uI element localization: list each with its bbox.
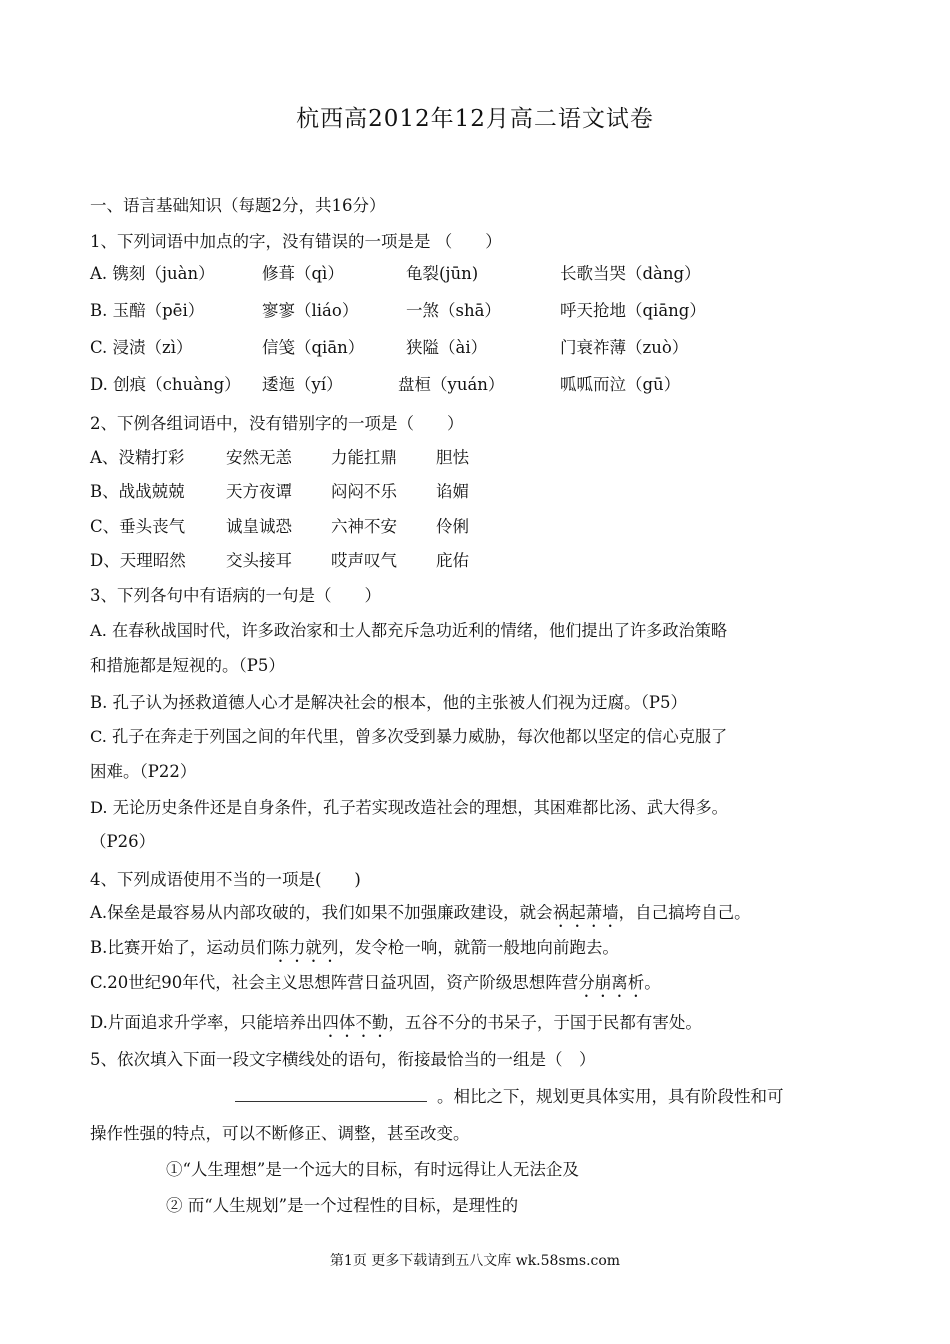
q5-passage-line2: 操作性强的特点，可以不断修正、调整，甚至改变。	[90, 1124, 470, 1143]
q1-c-2: 信笺（qiān）	[262, 338, 365, 357]
q4-d-idiom: 四体不勤	[322, 1013, 389, 1032]
q1-stem: 1、下列词语中加点的字，没有错误的一项是是 （ ）	[90, 232, 502, 251]
q4-c-pre: C.20世纪90年代，社会主义思想阵营日益巩固，资产阶级思想阵营	[90, 973, 579, 992]
q1-a-2: 修葺（qì）	[262, 264, 344, 283]
q4-a-post: ，自己搞垮自己。	[618, 903, 751, 922]
q3-option-b: B. 孔子认为拯救道德人心才是解决社会的根本，他的主张被人们视为迂腐。（P5）	[90, 693, 687, 712]
q2-b-2: 天方夜谭	[226, 482, 292, 501]
q5-fill-blank	[235, 1087, 427, 1102]
q4-stem: 4、下列成语使用不当的一项是( )	[90, 870, 361, 889]
q2-b-4: 谄媚	[436, 482, 469, 501]
q4-c-post: 。	[644, 973, 661, 992]
q4-c-idiom: 分崩离析	[578, 973, 645, 992]
q1-c-4: 门衰祚薄（zuò）	[560, 338, 689, 357]
q1-d-3: 盘桓（yuán）	[398, 375, 505, 394]
q1-a-3: 龟裂(jūn)	[406, 264, 479, 283]
q3-option-c-line1: C. 孔子在奔走于列国之间的年代里，曾多次受到暴力威胁，每次他都以坚定的信心克服了	[90, 727, 728, 746]
q2-d-2: 交头接耳	[226, 551, 292, 570]
q4-b-pre: B.比赛开始了，运动员们	[90, 938, 273, 957]
q3-option-d-line2: （P26）	[90, 832, 156, 851]
q2-c-4: 伶俐	[436, 517, 469, 536]
q5-item-2: ② 而“人生规划”是一个过程性的目标，是理性的	[166, 1196, 519, 1215]
q2-d-4: 庇佑	[436, 551, 469, 570]
page-footer: 第1页 更多下载请到五八文库 wk.58sms.com	[329, 1253, 621, 1269]
page-title: 杭西高2012年12月高二语文试卷	[296, 106, 654, 132]
q2-c-1: C、垂头丧气	[90, 517, 186, 536]
q3-option-a-line1: A. 在春秋战国时代，许多政治家和士人都充斥急功近利的情绪，他们提出了许多政治策略	[90, 621, 728, 640]
q2-stem: 2、下例各组词语中，没有错别字的一项是（ ）	[90, 414, 464, 433]
q4-option-b	[90, 934, 619, 966]
q4-d-pre: D.片面追求升学率，只能培养出	[90, 1013, 323, 1032]
q2-a-4: 胆怯	[436, 448, 469, 467]
q5-passage-text1: 。相比之下，规划更具体实用，具有阶段性和可	[437, 1087, 784, 1106]
q4-a-pre: A.保垒是最容易从内部攻破的，我们如果不加强廉政建设，就会	[90, 903, 553, 922]
q2-c-3: 六神不安	[331, 517, 397, 536]
q1-c-3: 狭隘（ài）	[406, 338, 488, 357]
q1-d-4: 呱呱而泣（gū）	[560, 375, 681, 394]
q3-option-a-line2: 和措施都是短视的。（P5）	[90, 656, 285, 675]
q1-b-4: 呼天抢地（qiāng）	[560, 301, 706, 320]
q4-a-idiom: 祸起萧墙	[552, 903, 619, 922]
q4-option-c	[90, 969, 661, 1001]
q2-c-2: 诚皇诚恐	[226, 517, 292, 536]
q1-b-3: 一煞（shā）	[406, 301, 501, 320]
q5-passage-line1	[90, 1083, 784, 1107]
q1-b-1: B. 玉醅（pēi）	[90, 301, 205, 320]
q5-stem: 5、依次填入下面一段文字横线处的语句，衔接最恰当的一组是（ ）	[90, 1050, 596, 1069]
q4-option-d	[90, 1009, 702, 1041]
q2-a-1: A、没精打彩	[90, 448, 185, 467]
q5-item-1: ①“人生理想”是一个远大的目标，有时远得让人无法企及	[166, 1160, 579, 1179]
q4-b-idiom: 陈力就列	[272, 938, 339, 957]
section-heading: 一、语言基础知识（每题2分，共16分）	[90, 196, 386, 215]
q3-stem: 3、下列各句中有语病的一句是（ ）	[90, 586, 381, 605]
q2-d-1: D、天理昭然	[90, 551, 186, 570]
q4-b-post: ，发令枪一响，就箭一般地向前跑去。	[338, 938, 619, 957]
q1-b-2: 寥寥（liáo）	[262, 301, 359, 320]
q2-b-3: 闷闷不乐	[331, 482, 397, 501]
q3-option-c-line2: 困难。（P22）	[90, 762, 197, 781]
q3-option-d-line1: D. 无论历史条件还是自身条件，孔子若实现改造社会的理想，其困难都比汤、武大得多。	[90, 798, 728, 817]
q2-a-2: 安然无恙	[226, 448, 292, 467]
q1-c-1: C. 浸渍（zì）	[90, 338, 193, 357]
q1-a-4: 长歌当哭（dàng）	[560, 264, 701, 283]
q4-d-post: ，五谷不分的书呆子，于国于民都有害处。	[388, 1013, 702, 1032]
q2-d-3: 哎声叹气	[331, 551, 397, 570]
q2-a-3: 力能扛鼎	[331, 448, 397, 467]
q2-b-1: B、战战兢兢	[90, 482, 185, 501]
q1-a-1: A. 镌刻（juàn）	[90, 264, 215, 283]
q4-option-a	[90, 899, 751, 931]
q1-d-2: 逶迤（yí）	[262, 375, 343, 394]
q1-d-1: D. 创痕（chuàng）	[90, 375, 241, 394]
